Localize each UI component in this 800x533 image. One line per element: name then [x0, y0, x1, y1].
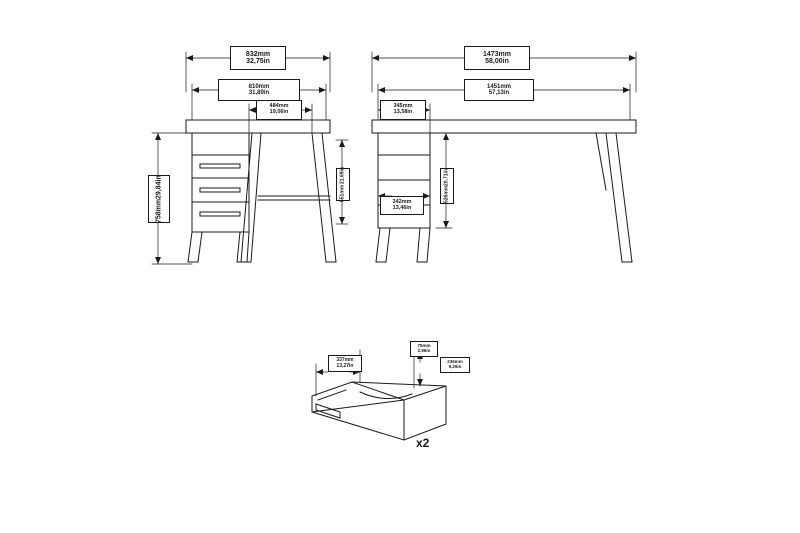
dimension-value-inch: 2,96in — [417, 348, 431, 353]
dimension-front-cabinet-width — [380, 100, 426, 120]
dimension-value-mm: 832mm — [245, 50, 271, 58]
dimension-value-mm: 236mm — [447, 359, 463, 365]
dimension-front-cabinet-height — [440, 168, 454, 204]
dimension-value-mm: 758mm — [155, 198, 163, 223]
dimension-value-mm: 551mm — [339, 184, 346, 202]
dimension-drawer-width — [328, 355, 362, 372]
dimension-front-top-width — [464, 46, 530, 70]
dimension-value-inch: 31,89in — [248, 90, 270, 96]
dimension-side-top-inner-width — [218, 79, 300, 101]
dimension-value-inch: 13,58in — [393, 109, 413, 115]
dimension-value-mm: 342mm — [392, 198, 412, 205]
dimension-value-inch: 13,27in — [336, 362, 354, 369]
dimension-value-mm: 810mm — [248, 83, 270, 90]
dimension-value-inch: 9,29in — [448, 364, 462, 369]
dimension-value-mm: 1451mm — [486, 83, 512, 90]
dimension-value-mm: 526mm — [443, 185, 450, 204]
dimension-value-inch: 13,46in — [392, 204, 412, 211]
dimension-drawer-depth — [440, 357, 470, 373]
dimension-value-inch: 29,84in — [155, 175, 163, 199]
dimension-front-top-inner-width — [464, 79, 534, 101]
dimension-value-inch: 20,71in — [443, 168, 450, 186]
dimension-side-top-width — [230, 46, 286, 70]
dimension-side-total-height — [148, 175, 170, 223]
dimension-drawer-height — [410, 341, 438, 357]
dimension-value-inch: 57,13in — [488, 90, 510, 96]
dimension-value-inch: 19,06in — [269, 109, 289, 115]
dimension-side-leg-height — [336, 168, 350, 201]
dimension-value-mm: 75mm — [417, 343, 431, 349]
dimension-value-mm: 337mm — [336, 357, 354, 364]
dimension-value-mm: 345mm — [393, 103, 413, 110]
dimension-value-inch: 21,69in — [339, 167, 346, 185]
dimension-value-mm: 1473mm — [482, 50, 512, 58]
dimension-value-inch: 32,75in — [246, 58, 270, 65]
dimension-value-mm: 484mm — [269, 103, 289, 110]
dimension-side-drawer-width — [256, 100, 302, 120]
dimension-value-inch: 58,00in — [485, 58, 509, 65]
dimension-front-cabinet-inner-width — [380, 196, 424, 215]
drawer-quantity-label: x2 — [416, 436, 430, 450]
